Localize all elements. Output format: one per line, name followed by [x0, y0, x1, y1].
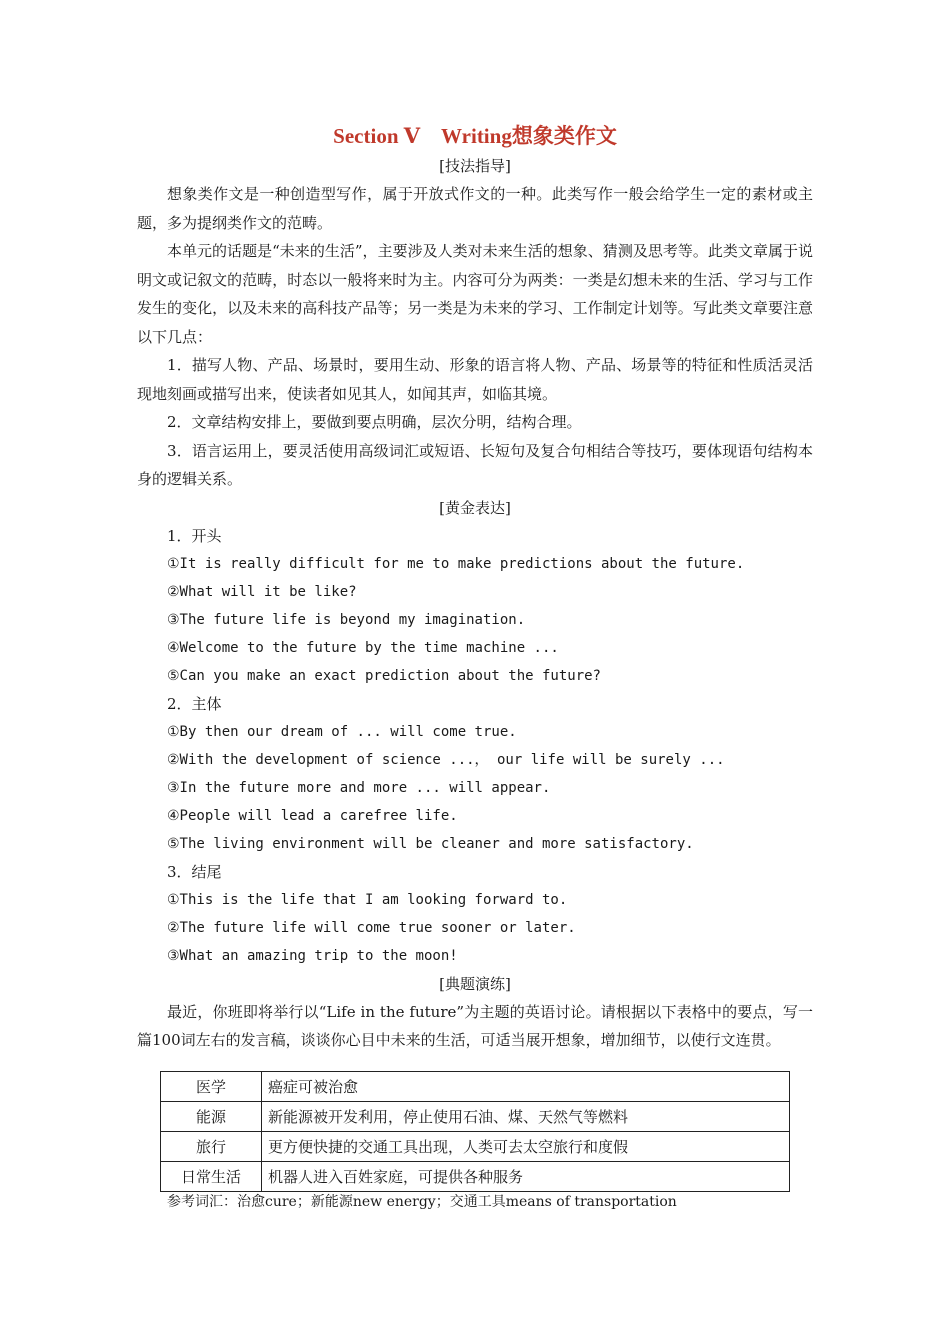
expression-item: ③What an amazing trip to the moon! [167, 947, 458, 964]
paragraph: 1．描写人物、产品、场景时，要用生动、形象的语言将人物、产品、场景等的特征和性质活灵活现地刻画或描写出来，使读者如见其人，如闻其声，如临其境。 [137, 356, 813, 403]
task-prompt: 最近，你班即将举行以“Life in the future”为主题的英语讨论。请根据以下表格中的要点，写一篇100词左右的发言稿，谈谈你心目中未来的生活，可适当展开想象，增加细节，以使行文连贯。 [137, 1002, 813, 1049]
table-cell-point: 更方便快捷的交通工具出现，人类可去太空旅行和度假 [262, 1132, 790, 1162]
expression-item: ①This is the life that I am looking forward to. [167, 891, 568, 908]
table-cell-point: 癌症可被治愈 [262, 1072, 790, 1102]
paragraph: 想象类作文是一种创造型写作，属于开放式作文的一种。此类写作一般会给学生一定的素材或主题，多为提纲类作文的范畴。 [137, 185, 813, 232]
page-title: Section Ⅴ Writing想象类作文 [333, 124, 617, 148]
paragraph: 3．语言运用上，要灵活使用高级词汇或短语、长短句及复合句相结合等技巧，要体现语句结构本身的逻辑关系。 [137, 441, 813, 488]
expression-item: ⑤The living environment will be cleaner and more satisfactory. [167, 835, 694, 852]
expression-item: ③The future life is beyond my imagination. [167, 611, 526, 628]
section-heading-technique: [技法指导] [439, 157, 511, 175]
paragraph: 本单元的话题是“未来的生活”，主要涉及人类对未来生活的想象、猜测及思考等。此类文章属于说明文或记叙文的范畴，时态以一般将来时为主。内容可分为两类：一类是幻想未来的生活、学习与工作发生的变化，以及未来的高科技产品等；另一类是为未来的学习、工作制定计划等。写此类文章要注意以下几点： [137, 242, 813, 346]
expression-item: ②With the development of science ...， our life will be surely ... [167, 751, 725, 768]
table-row [161, 1162, 790, 1192]
expression-item: ①It is really difficult for me to make predictions about the future. [167, 555, 745, 572]
table-cell-topic: 日常生活 [161, 1162, 262, 1192]
expression-item: ④Welcome to the future by the time machine ... [167, 639, 559, 656]
expression-item: ④People will lead a carefree life. [167, 807, 458, 824]
group-label-body: 2．主体 [167, 694, 222, 713]
main-content [137, 152, 813, 1055]
table-row [161, 1132, 790, 1162]
expression-item: ②What will it be like? [167, 583, 357, 600]
reference-vocabulary: 参考词汇：治愈cure；新能源new energy；交通工具means of transportation [167, 1194, 677, 1210]
paragraph: 2．文章结构安排上，要做到要点明确，层次分明，结构合理。 [167, 413, 582, 431]
key-points-table [160, 1071, 790, 1192]
table-cell-point: 机器人进入百姓家庭，可提供各种服务 [262, 1162, 790, 1192]
table-row [161, 1102, 790, 1132]
expression-item: ②The future life will come true sooner or later. [167, 919, 576, 936]
table-cell-topic: 医学 [161, 1072, 262, 1102]
expression-item: ⑤Can you make an exact prediction about the future? [167, 667, 601, 684]
section-heading-expressions: [黄金表达] [439, 498, 511, 517]
group-label-opening: 1．开头 [167, 526, 222, 545]
table-row [161, 1072, 790, 1102]
section-heading-practice: [典题演练] [439, 974, 511, 993]
table-cell-point: 新能源被开发利用，停止使用石油、煤、天然气等燃料 [262, 1102, 790, 1132]
table-cell-topic: 旅行 [161, 1132, 262, 1162]
expression-item: ③In the future more and more ... will appear. [167, 779, 551, 796]
group-label-ending: 3．结尾 [167, 862, 222, 881]
table-cell-topic: 能源 [161, 1102, 262, 1132]
expression-item: ①By then our dream of ... will come true. [167, 723, 517, 740]
